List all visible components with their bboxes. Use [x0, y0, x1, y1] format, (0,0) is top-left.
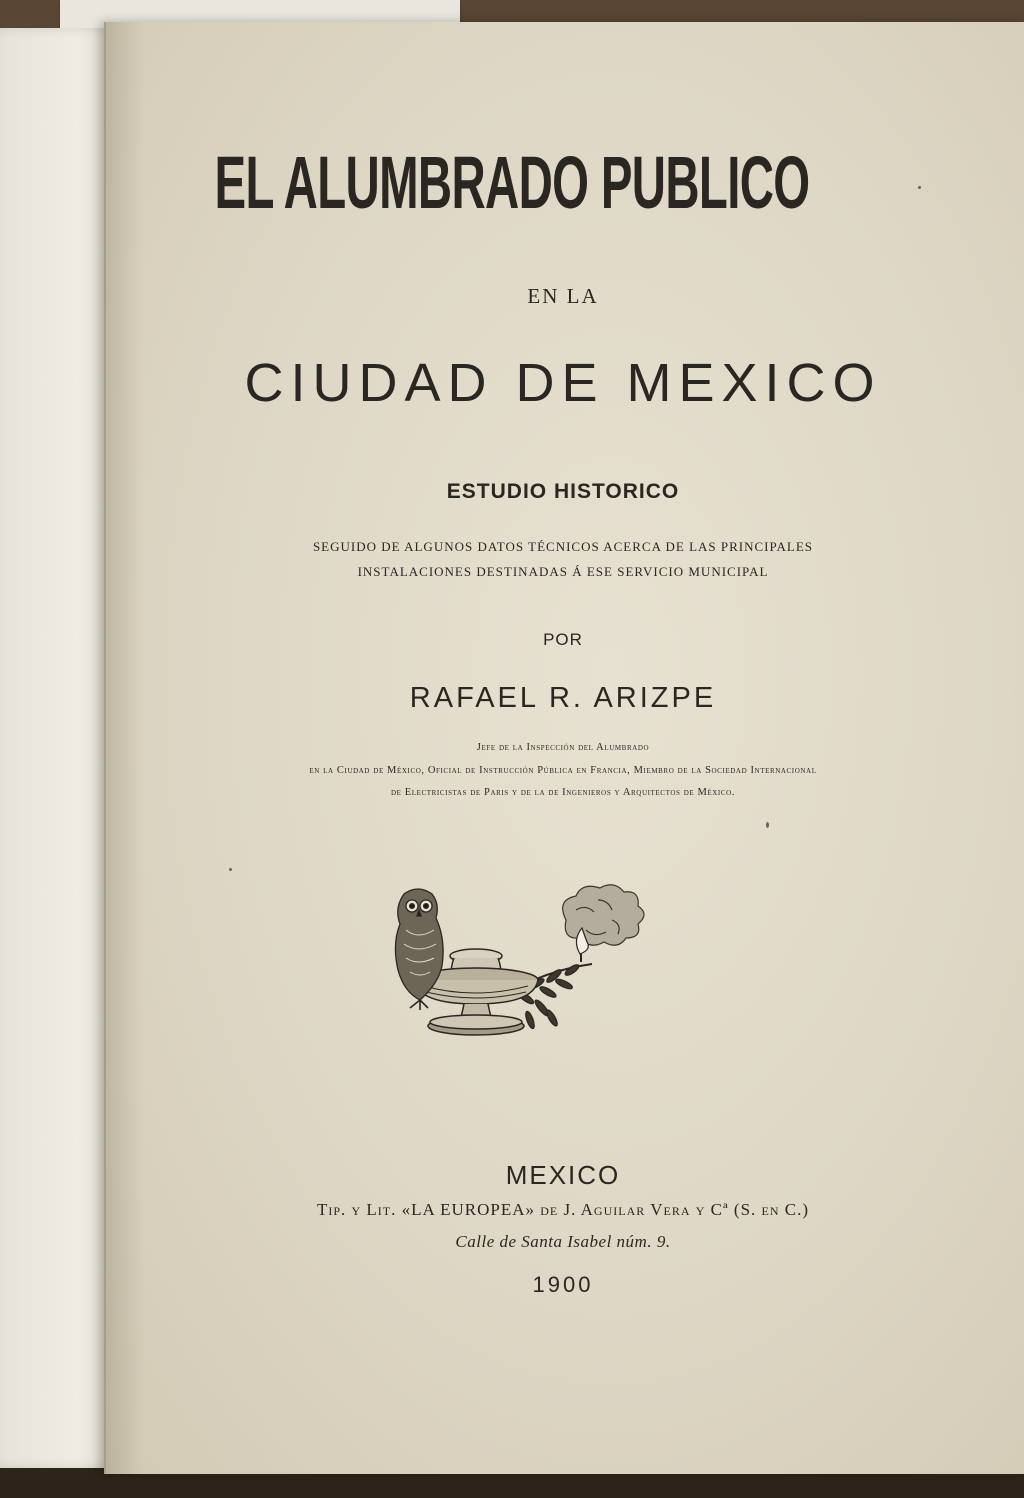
printer-vignette — [376, 880, 656, 1060]
author-credentials-3: de Electricistas de Paris y de la de Ingenieros y Arquitectos de México. — [391, 787, 735, 798]
author-name: RAFAEL R. ARIZPE — [409, 682, 717, 714]
printer-line: Tip. y Lit. «LA EUROPEA» de J. Aguilar Vera y Cª (S. en C.) — [316, 1200, 810, 1219]
book-title: EL ALUMBRADO PUBLICO — [214, 141, 810, 224]
printer-address: Calle de Santa Isabel núm. 9. — [455, 1232, 671, 1251]
paper-speck — [918, 186, 921, 189]
paper-speck — [766, 822, 769, 828]
title-connector: EN LA — [527, 284, 599, 308]
author-credentials-1: Jefe de la Inspección del Alumbrado — [476, 742, 650, 753]
author-credentials-2: en la Ciudad de México, Oficial de Instrucción Pública en Francia, Miembro de la Sociedad Internacional — [309, 765, 817, 776]
paper-speck — [229, 868, 232, 871]
description-line-2: INSTALACIONES DESTINADAS Á ESE SERVICIO MUNICIPAL — [357, 564, 769, 579]
by-line: POR — [543, 630, 583, 649]
imprint-place: MEXICO — [505, 1160, 621, 1190]
title-place: CIUDAD DE MEXICO — [244, 353, 882, 413]
description-line-1: SEGUIDO DE ALGUNOS DATOS TÉCNICOS ACERCA DE LAS PRINCIPALES — [312, 539, 814, 554]
smoke-cloud-icon — [563, 885, 644, 945]
book-subtitle: ESTUDIO HISTORICO — [446, 480, 680, 503]
publication-year: 1900 — [532, 1272, 594, 1297]
